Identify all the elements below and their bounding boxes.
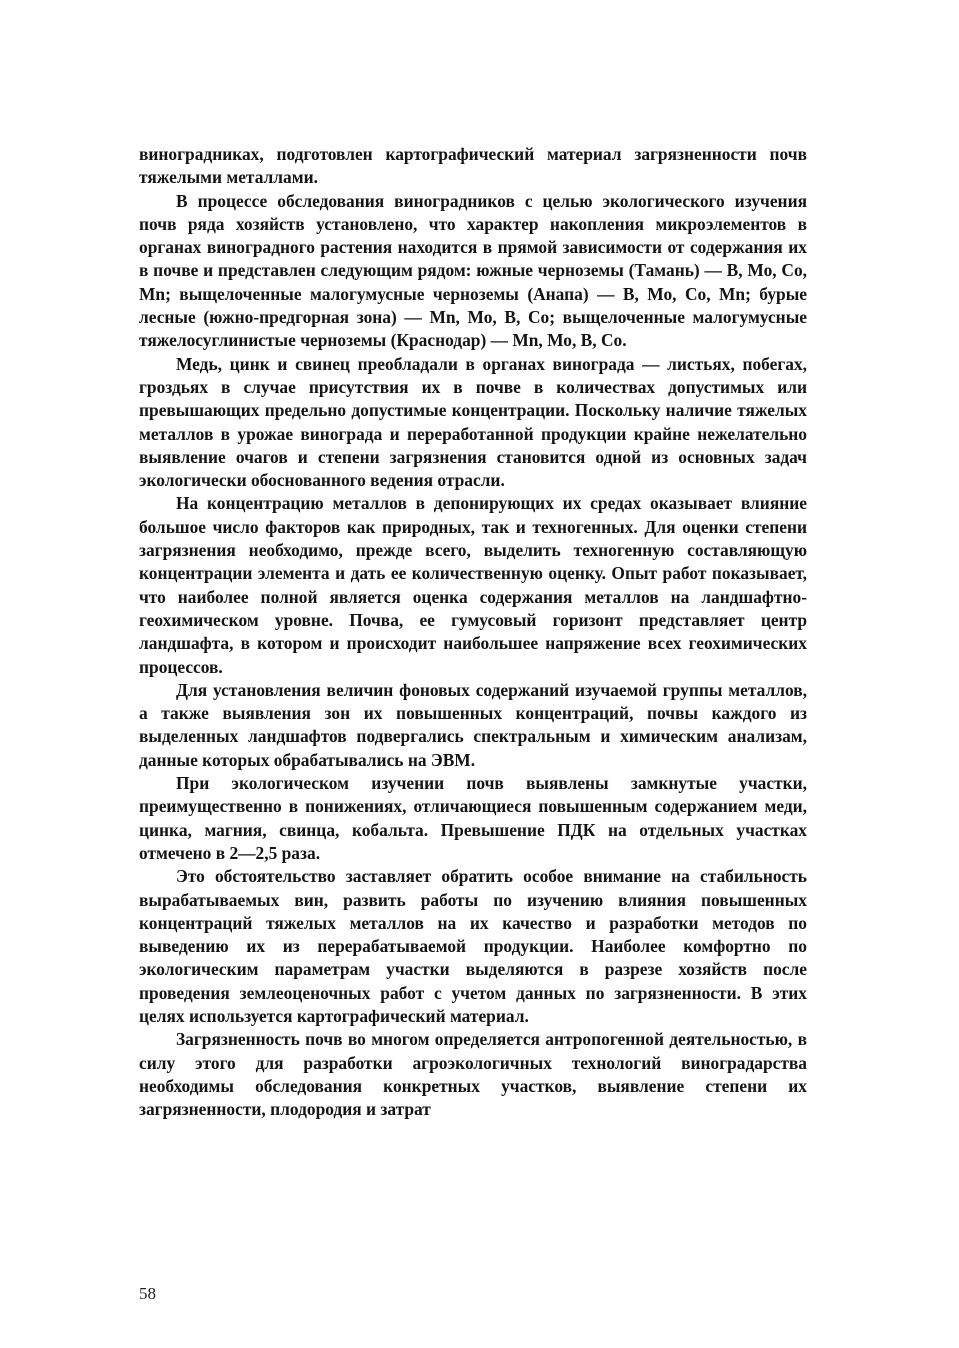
paragraph-soil-pollution: Загрязненность почв во многом определяется антропогенной деятельностью, в силу этого для разработки агроэкологичных технологий виноградарства необходимы обследования конкретных участков, выявление степени их загрязненности, плодородия и затрат bbox=[139, 1029, 807, 1120]
paragraph-continuation: виноградниках, подготовлен картографический материал загрязненности почв тяжелыми металлами. bbox=[139, 144, 807, 188]
paragraph-vineyard-survey: В процессе обследования виноградников с целью экологического изучения почв ряда хозяйств установлено, что характер накопления микроэлементов в органах виноградного растения находится в прямой зависимости от содержания их в почве и представлен следующим рядом: южные черноземы (Тамань) — В, Мо, Со, Мn; выщелоченные малогумусные черноземы (Анапа) — В, Мо, Со, Мn; бурые лесные (южно-предгорная зона) — Мn, Мо, В, Со; выщелоченные малогумусные тяжелосуглинистые черноземы (Краснодар) — Мn, Мо, В, Со. bbox=[139, 190, 807, 351]
body-text bbox=[139, 143, 807, 1121]
paragraph-metal-concentration: На концентрацию металлов в депонирующих их средах оказывает влияние большое число факторов как природных, так и техногенных. Для оценки степени загрязнения необходимо, прежде всего, выделить техногенную составляющую концентрации элемента и дать ее количественную оценку. Опыт работ показывает, что наиболее полной является оценка содержания металлов на ландшафтно-геохимическом уровне. Почва, ее гумусовый горизонт представляет центр ландшафта, в котором и происходит наибольшее напряжение всех геохимических процессов. bbox=[139, 493, 807, 677]
paragraph-wine-stability: Это обстоятельство заставляет обратить особое внимание на стабильность вырабатываемых вин, развить работы по изучению влияния повышенных концентраций тяжелых металлов на их качество и разработки методов по выведению их из перерабатываемой продукции. Наиболее комфортно по экологическим параметрам участки выделяются в разрезе хозяйств после проведения землеоценочных работ с учетом данных по загрязненности. В этих целях используется картографический материал. bbox=[139, 866, 807, 1026]
page-number: 58 bbox=[139, 1284, 156, 1303]
paragraph-background-levels: Для установления величин фоновых содержаний изучаемой группы металлов, а также выявления зон их повышенных концентраций, почвы каждого из выделенных ландшафтов подвергались спектральным и химическим анализам, данные которых обрабатывались на ЭВМ. bbox=[139, 679, 807, 770]
paragraph-copper-zinc-lead: Медь, цинк и свинец преобладали в органах винограда — листьях, побегах, гроздьях в случае присутствия их в почве в количествах допустимых или превышающих предельно допустимые концентрации. Поскольку наличие тяжелых металлов в урожае винограда и переработанной продукции крайне нежелательно выявление очагов и степени загрязнения становится одной из основных задач экологически обоснованного ведения отрасли. bbox=[139, 353, 807, 491]
paragraph-closed-areas: При экологическом изучении почв выявлены замкнутые участки, преимущественно в понижениях, отличающиеся повышенным содержанием меди, цинка, магния, свинца, кобальта. Превышение ПДК на отдельных участках отмечено в 2—2,5 раза. bbox=[139, 773, 807, 863]
